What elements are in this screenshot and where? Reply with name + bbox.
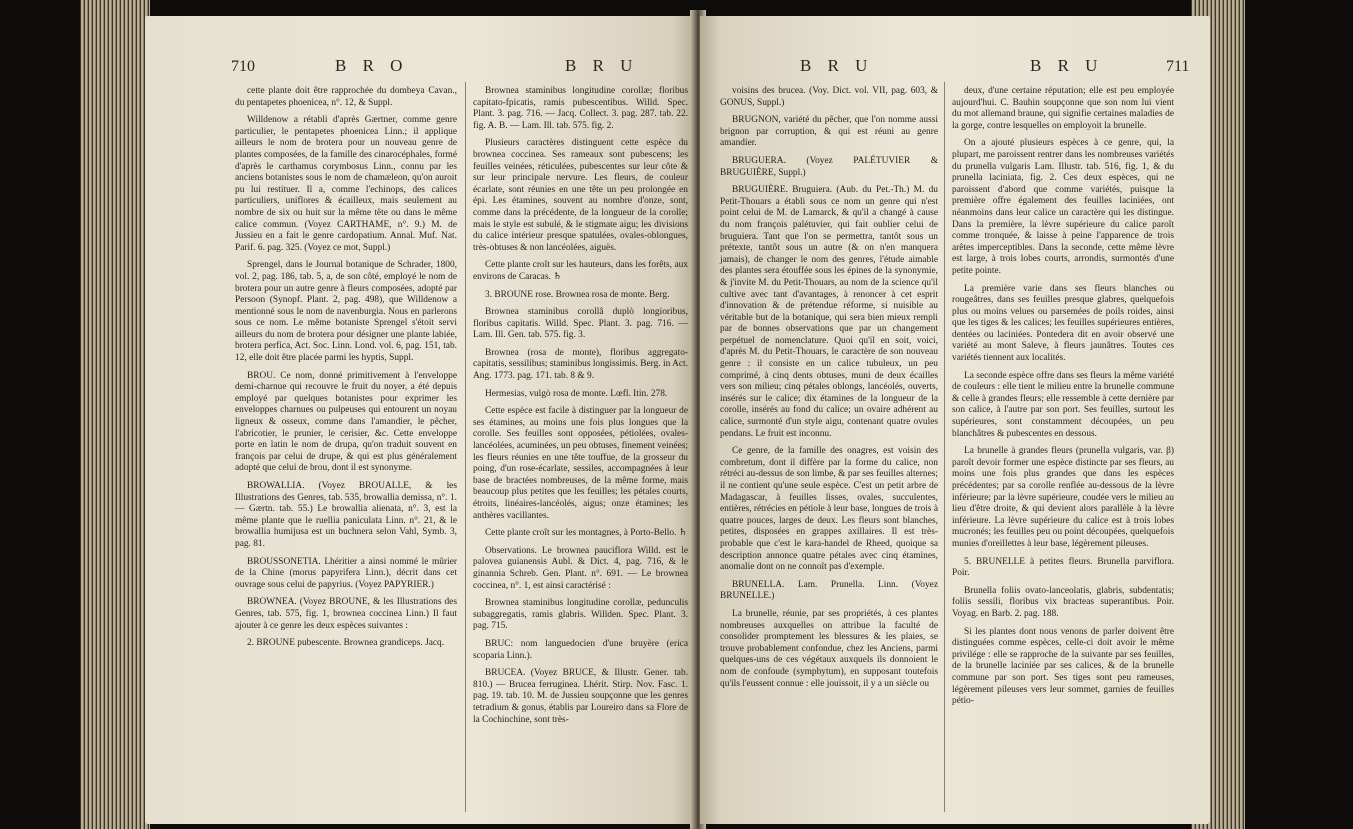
paragraph: BRUNELLA. Lam. Prunella. Linn. (Voyez BRUNELLE.) (720, 579, 938, 602)
left-page-edges (80, 0, 150, 829)
paragraph: Brownea staminibus longitudine corollæ; floribus capitato-fpicatis, ramis pubescentibus. Willd. Spec. Plant. 3. pag. 716. — Jacq. Collect. 3. pag. 287. tab. 22. fig. A. B. — Lam. Ill. tab. 575. fig. 2. (473, 86, 688, 131)
paragraph: 3. BROUNE rose. Brownea rosa de monte. Berg. (485, 289, 670, 300)
column-rule (465, 82, 466, 812)
paragraph: On a ajouté plusieurs espèces à ce genre, qui, la plupart, me paroissent rentrer dans les nombreuses variétés du prunella vulgaris Lam. Illustr. tab. 516, fig. 1, & du prunella laciniata, fig. 2. Ces deux espèces, qui ne paroissent d'abord que comme variétés, puisque la première offre également des feuilles laciniées, ont néanmoins dans leur calice un caractère qui les distingue. Dans la première, la lèvre supérieure du calice paroît comme tronquée, & laisse à peine l'apparence de trois arêtes imperceptibles. Dans la seconde, cette même lèvre est large, à trois lobes courts, arrondis, surmontés d'une petite pointe. (952, 138, 1174, 276)
paragraph: Hermesias, vulgò rosa de monte. Lœfl. Itin. 278. (485, 388, 668, 399)
paragraph: BROWNEA. (Voyez BROUNE, & les Illustrations des Genres, tab. 575, fig. 1, brownea coccinea Linn.) Il faut ajouter à ce genre les deux espèces suivantes : (235, 597, 457, 631)
paragraph: voisins des brucea. (Voy. Dict. vol. VII, pag. 603, & GONUS, Suppl.) (720, 86, 938, 108)
paragraph: La seconde espèce offre dans ses fleurs la même variété de couleurs : elle tient le milieu entre la brunelle commune & celle à grandes fleurs; elle ressemble à cette dernière par son calice, à l'autre par son port. Ses feuilles, surtout les supérieures, sont constamment découpées, un peu blanchâtres & pubescentes en dessous. (952, 370, 1174, 439)
paragraph: Brownea (rosa de monte), floribus aggregato-capitatis, sessilibus; staminibus longissimis. Berg. in Act. Ang. 1773. pag. 171. tab. 8 & 9. (473, 347, 688, 382)
paragraph: BRUC: nom languedocien d'une bruyère (erica scoparia Linn.). (473, 638, 688, 661)
right-running-head-2: B R U (1030, 56, 1104, 75)
paragraph: BRUGUERA. (Voyez PALÉTUVIER & BRUGUIÈRE, Suppl.) (720, 155, 938, 178)
paragraph: La brunelle à grandes fleurs (prunella vulgaris, var. β) paroît devoir former une espèce distincte par ses fleurs, au moins une fois plus grandes que dans les espèces précédentes; par sa corolle renflée au-dessous de la lèvre inférieure; par la lèvre supérieure, coudée vers le milieu au lieu d'être droite, & qui devient alors parallèle à la lèvre inférieure. La lèvre supérieure du calice est à trois lobes mucronés; les feuilles peu ou point découpées, quelquefois munies d'oreillettes à leur base, légèrement pileuses. (952, 446, 1174, 549)
paragraph: cette plante doit être rapprochée du dombeya Cavan., du pentapetes phoenicea, n°. 12, & Suppl. (235, 86, 457, 108)
paragraph: Ce genre, de la famille des onagres, est voisin des combretum, dont il diffère par la forme du calice, non rétréci au-dessus de son limbe, & par ses feuilles alternes; il ne contient qu'une seule espèce. C'est un petit arbre de Madagascar, à feuilles lisses, ovales, succulentes, entières, rétrécies en pétiole à leur base, longues de trois à quatre pouces, larges de deux. Les fleurs sont blanches, petites, disposées en grappes axillaires. Il est très-probable que c'est le kara-handel de Rheed, quoique sa description annonce quatre pétales avec cinq étamines, anomalie dont on ne connoît pas d'exemple. (720, 446, 938, 573)
paragraph: Brownea staminibus corollâ duplò longioribus, floribus capitatis. Willd. Spec. Plant. 3. pag. 716. — Lam. Ill. Gen. tab. 575. fig. 3. (473, 307, 688, 341)
left-running-head-1: B R O (335, 56, 409, 75)
paragraph: Brunella foliis ovato-lanceolatis, glabris, subdentatis; foliis sessili, floribus vix bracteas superantibus. Poir. Voyag. en Barb. 2. pag. 188. (952, 585, 1174, 619)
column-rule (944, 82, 945, 812)
paragraph: Willdenow a rétabli d'après Gærtner, comme genre particulier, le pentapetes phoenicea Linn.; il applique ailleurs le nom de brotera pour un nouveau genre de plantes composées, de la famille des cinarocéphales, formé d'après le carthamus corymbosus Linn., connu par les anciens botanistes sous le nom de chamæleon, qu'on auroit pu lui restituer. Il a, comme l'echinops, des calices particuliers, uniflores & écailleux, mais seulement au nombre de six ou huit sur la même tête ou dans le même calice commun. (Voyez CARTHAME, n°. 9.) M. de Jussieu en a fait le genre cardopatium. Annal. Muf. Nat. Parif. 6. pag. 325. (Voyez ce mot, Suppl.) (235, 115, 457, 253)
paragraph: BROU. Ce nom, donné primitivement à l'enveloppe demi-charnue qui recouvre le fruit du noyer, a été depuis employé par quelques botanistes pour exprimer les enveloppes charnues ou pulpeuses qui entourent un noyau ligneux & osseux, comme dans l'amandier, le pêcher, l'abricotier, le prunier, le cerisier, &c. Cette enveloppe porte en latin le nom de drupa, qu'on traduit souvent en françois par celui de drupe, & qui est plus généralement adopté que celui de brou, dont il est synonyme. (235, 370, 457, 474)
paragraph: BROWALLIA. (Voyez BROUALLE, & les Illustrations des Genres, tab. 535, browallia demissa, n°. 1. — Gærtn. tab. 55.) Le browallia alienata, n°. 3, est la même plante que le ruellia paniculata Linn. n°. 21, & le browallia humijusa est un buchnera selon Vahl, Symb. 3, pag. 81. (235, 481, 457, 549)
paragraph: deux, d'une certaine réputation; elle est peu employée aujourd'hui. C. Bauhin soupçonne que son nom lui vient du mot allemand braune, qui signifie certaines maladies de la gorge, contre lesquelles on employoit la brunelle. (952, 86, 1174, 131)
paragraph: 2. BROUNE pubescente. Brownea grandiceps. Jacq. (247, 638, 445, 649)
paragraph: Cette espèce est facile à distinguer par la longueur de ses étamines, au moins une fois plus longues que la corolle. Ses feuilles sont opposées, pétiolées, ovales-lancéolées, acuminées, un peu obtuses, finement veinées; les fleurs réunies en une tête touffue, de la grosseur du poing, d'un rose-écarlate, sessiles, accompagnées à leur base de bractées nombreuses, de la même forme, mais beaucoup plus petites que les feuilles; les pétales courts, étroits, linéaires-lancéolés, aigus; onze étamines; les anthères vacillantes. (473, 406, 688, 521)
paragraph: BRUGUIÈRE. Bruguiera. (Aub. du Pet.-Th.) M. du Petit-Thouars a établi sous ce nom un genre qui n'est point celui de M. de Lamarck, & qu'il a changé à cause du nom françois palétuvier, qui fait oublier celui de bruguiera. Tant que l'on se permettra, tantôt sous un prétexte, tantôt sous un autre (& on n'en manquera jamais), de changer le nom des genres, l'étude aimable des plantes sera étouffée sous les épines de la synonymie, & j'invite M. du Petit-Thouars, au nom de la science qu'il cultive avec tant d'avantages, à renoncer à cet esprit d'innovation & de prétendue réforme, si nuisible au véritable but de la botanique, qui sera bien mieux rempli par de bonnes observations que par un changement perpétuel de nomenclature. Quoi qu'il en soit, voici, d'après M. du Petit-Thouars, le caractère de son nouveau genre : il consiste en un calice tubuleux, un peu comprimé, à cinq dents obtuses, muni de deux écailles vers son milieu; cinq pétales oblongs, lancéolés, ouverts, insérés sur le calice; dix étamines de la longueur de la corolle, insérés au fond du calice; un ovaire adhérent au calice, surmonté d'un style aigu, contenant quatre ovules pendans. Le fruit est inconnu. (720, 185, 938, 439)
paragraph: 5. BRUNELLE à petites fleurs. Brunella parviflora. Poir. (952, 556, 1174, 579)
paragraph: Sprengel, dans le Journal botanique de Schrader, 1800, vol. 2, pag. 186, tab. 5, a, de son côté, employé le nom de brotera pour un autre genre à fleurs composées, adopté par Persoon (Synopf. Plant. 2, pag. 498), que Willdenow a mentionné sous le nom de navenburgia. Nous en parlerons sous ce nom. Le même botaniste Sprengel s'étoit servi ailleurs du nom de brotera pour désigner une plante labiée, brotera perfica, Act. Soc. Linn. Lond. vol. 6, pag. 151, tab. 12, elle doit être placée parmi les hyptis, Suppl. (235, 260, 457, 364)
left-column-1 (235, 86, 457, 656)
left-column-2 (473, 86, 688, 732)
paragraph: Brownea staminibus longitudine corollæ, pedunculis subaggregatis, ramis glabris. Willden. Spec. Plant. 3. pag. 715. (473, 598, 688, 632)
paragraph: Plusieurs caractères distinguent cette espèce du brownea coccinea. Ses rameaux sont pubescens; les feuilles veinées, réticulées, pubescentes sur leur côte & sur leur principale nervure. Les fleurs, de couleur écarlate, sont réunies en une tête un peu prolongée en épi. Les étamines, souvent au nombre d'onze, sont, comme dans la précédente, de la longueur de la corolle; mais le style est subulé, & le stigmate aigu; les divisions du calice intérieur presque spatulées, ovales-oblongues, très-obtuses & non lancéolées, aiguës. (473, 138, 688, 253)
paragraph: Cette plante croît sur les hauteurs, dans les forêts, aux environs de Caracas. ♄ (473, 260, 688, 282)
paragraph: La première varie dans ses fleurs blanches ou rougeâtres, dans ses feuilles presque glabres, quelquefois plus ou moins velues ou parsemées de poils roides, ainsi que les tiges & les calices; les feuilles supérieures entières, dentées ou laciniées. Pontedera dit en avoir observé une variété au mont Saleve, à fleurs jaunâtres. Toutes ces variétés tiennent aux localités. (952, 283, 1174, 364)
paragraph: Si les plantes dont nous venons de parler doivent être distinguées comme espèces, celle-ci doit avoir le même privilége : elle se rapproche de la suivante par ses feuilles, de la brunelle laciniée par ses calices, & de la brunelle commune par son port. Ses tiges sont peu rameuses, légèrement pileuses vers leur sommet, garnies de feuilles pétio- (952, 626, 1174, 707)
paragraph: La brunelle, réunie, par ses propriétés, à ces plantes nombreuses auxquelles on attribue la faculté de consolider promptement les blessures & les plaies, se trouve probablement confondue, chez les Anciens, parmi quelques-uns de ces végétaux auxquels ils donnoient le nom de confoude (symphytum), en supposant toutefois qu'ils l'eussent connue : elle jouissoit, il y a un siècle ou (720, 608, 938, 689)
paragraph: Cette plante croît sur les montagnes, à Porto-Bello. ♄ (485, 528, 688, 539)
right-column-1 (720, 86, 938, 696)
paragraph: BRUCEA. (Voyez BRUCE, & Illustr. Gener. tab. 810.) — Brucea ferruginea. Lhérit. Stirp. Nov. Fasc. 1. pag. 19. tab. 10. M. de Jussieu soupçonne que les genres tetradium & gonus, établis par Loureiro dans sa Flore de la Cochinchine, sont très- (473, 668, 688, 725)
paragraph: BROUSSONETIA. Lhéritier a ainsi nommé le mûrier de la Chine (morus papyrifera Linn.), décrit dans cet ouvrage sous celui de papyrius. (Voyez PAPYRIER.) (235, 556, 457, 590)
right-page (700, 16, 1210, 824)
left-page (145, 16, 695, 824)
right-column-2 (952, 86, 1174, 714)
paragraph: Observations. Le brownea pauciflora Willd. est le palovea guianensis Aubl. & Dict. 4, pag. 716, & le ginannia Schreb. Gen. Plant. n°. 691. — Le brownea coccinea, n°. 1, est ainsi caractérisé : (473, 545, 688, 591)
right-running-head-1: B R U (800, 56, 874, 75)
right-page-number: 711 (1166, 58, 1190, 75)
paragraph: BRUGNON, variété du pêcher, que l'on nomme aussi brignon par corruption, & qui est réuni au genre amandier. (720, 115, 938, 149)
left-running-head-2: B R U (565, 56, 639, 75)
left-page-number: 710 (231, 58, 255, 75)
